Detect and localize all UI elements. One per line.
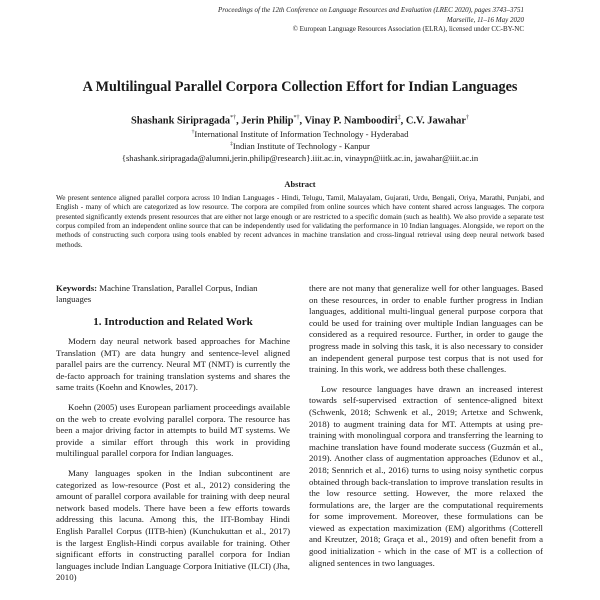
paragraph: Modern day neural network based approaches for Machine Translation (MT) are data hungry and sentence-level aligned parallel pairs are the currency. Neural MT (NMT) is currently the de-facto approach for training translation systems and shares the same traits (Koehn and Knowles, 2017). xyxy=(56,336,290,393)
author-name: Shashank Siripragada xyxy=(131,115,231,127)
affiliation-text: International Institute of Information Technology - Hyderabad xyxy=(194,129,409,139)
affiliation-text: Indian Institute of Technology - Kanpur xyxy=(232,141,370,151)
abstract-heading: Abstract xyxy=(284,180,316,189)
author-name: C.V. Jawahar xyxy=(405,115,466,127)
proceedings-line: Proceedings of the 12th Conference on Language Resources and Evaluation (LREC 2020), pages 3743–3751 xyxy=(217,6,524,14)
paragraph: Many languages spoken in the Indian subcontinent are categorized as low-resource (Post et al., 2012) considering the amount of parallel corpora available for training with deep neural network based models. There have been a few efforts towards addressing this lacuna. Among this, the IIT-Bombay Hindi English Parallel Corpus (IITB-hien) (Kunchukuttan et al., 2017) is the largest English-Hindi corpus available for training. Other significant efforts in constructing parallel corpora for Indian languages include Indian Language Corpora Initiative (ILCI) (Jha, 2010) xyxy=(56,467,290,583)
keywords-label: Keywords: xyxy=(56,283,98,293)
author-mark: † xyxy=(465,115,469,121)
author-emails: {shashank.siripragada@alumni,jerin.philip@research}.iiit.ac.in, vinaypn@iitk.ac.in, jawahar@iiit.ac.in xyxy=(121,153,479,163)
keywords-text: Machine Translation, Parallel Corpus, Indian languages xyxy=(56,283,258,304)
author-mark: *† xyxy=(230,115,237,121)
abstract-body: We present sentence aligned parallel corpora across 10 Indian Languages - Hindi, Telugu, Tamil, Malayalam, Gujarati, Urdu, Bengali, Oriya, Marathi, Punjabi, and English - many of which are categorized as low resource. The corpora are compiled from online sources which have content shared across languages. The corpora presented significantly extends present resources that are either not large enough or are restricted to a specific domain (such as health). We also provide a separate test corpus compiled from an independent online source that can be independently used for validating the performance in 10 Indian languages. Alongside, we report on the methods of constructing such corpora using tools enabled by recent advances in machine translation and cross-lingual retrieval using deep neural network based methods. xyxy=(56,193,544,249)
author-name: Jerin Philip xyxy=(241,115,294,127)
proceedings-header xyxy=(194,6,524,35)
author-mark: ‡ xyxy=(397,115,401,121)
paragraph: Low resource languages have drawn an increased interest towards self-supervised extraction of sentence-aligned bitext (Schwenk, 2018; Schwenk et al., 2019; Artetxe and Schwenk, 2018) to augment training data for MT. Attempts at using pre-training with monolingual corpora and transferring the learning to machine translation have found moderate success (Guzmán et al., 2019). Another class of augmentation approaches (Edunov et al., 2018; Sennrich et al., 2016) turns to using noisy synthetic corpus obtained through back-translation to improve translation results in the low resource setting. However, the more relaxed the formulations are, the larger are the computational requirements for some improvement. Moreover, these formulations can be viewed as expectation maximization (EM) algorithms (Cotterell and Kreutzer, 2018; Graça et al., 2019) and often benefit from a good initialization - which in the case of MT is a collection of aligned sentences in two languages. xyxy=(309,383,543,568)
right-column xyxy=(309,283,543,600)
affiliation-mark: ‡ xyxy=(230,141,233,148)
affiliation-iitk xyxy=(0,141,600,151)
section-heading: 1. Introduction and Related Work xyxy=(93,316,253,328)
author-separator: , xyxy=(236,115,242,127)
affiliation-iiit xyxy=(0,129,600,139)
keywords xyxy=(56,283,290,305)
affiliation-mark: † xyxy=(191,129,195,136)
author-separator: , xyxy=(400,115,406,127)
author-mark: *† xyxy=(293,115,300,121)
proceedings-location: Marseille, 11–16 May 2020 xyxy=(446,15,524,24)
paragraph: there are not many that generalize well for other languages. Based on these resources, in order to enable further progress in Indian languages, additional multi-lingual general purpose corpora that could be used for training over multiple Indian languages can be considered as a required resource. Further, in order to gauge the progress made in solving this task, it is also necessary to consider an independent general purpose test corpus that is not used for training. In this work, we address both these challenges. xyxy=(309,283,543,375)
author-name: Vinay P. Namboodiri xyxy=(304,115,398,127)
paper-title: A Multilingual Parallel Corpora Collection Effort for Indian Languages xyxy=(82,79,518,95)
author-separator: , xyxy=(299,115,305,127)
license-line: © European Language Resources Association (ELRA), licensed under CC-BY-NC xyxy=(292,25,524,34)
left-column xyxy=(56,336,290,600)
paragraph: Koehn (2005) uses European parliament proceedings available on the web to create evolving parallel corpora. The resource has been a major driving factor in attempts to build MT systems. We provide a similar effort through this work in providing multilingual parallel corpora for Indian languages. xyxy=(56,401,290,459)
author-list xyxy=(0,115,600,126)
